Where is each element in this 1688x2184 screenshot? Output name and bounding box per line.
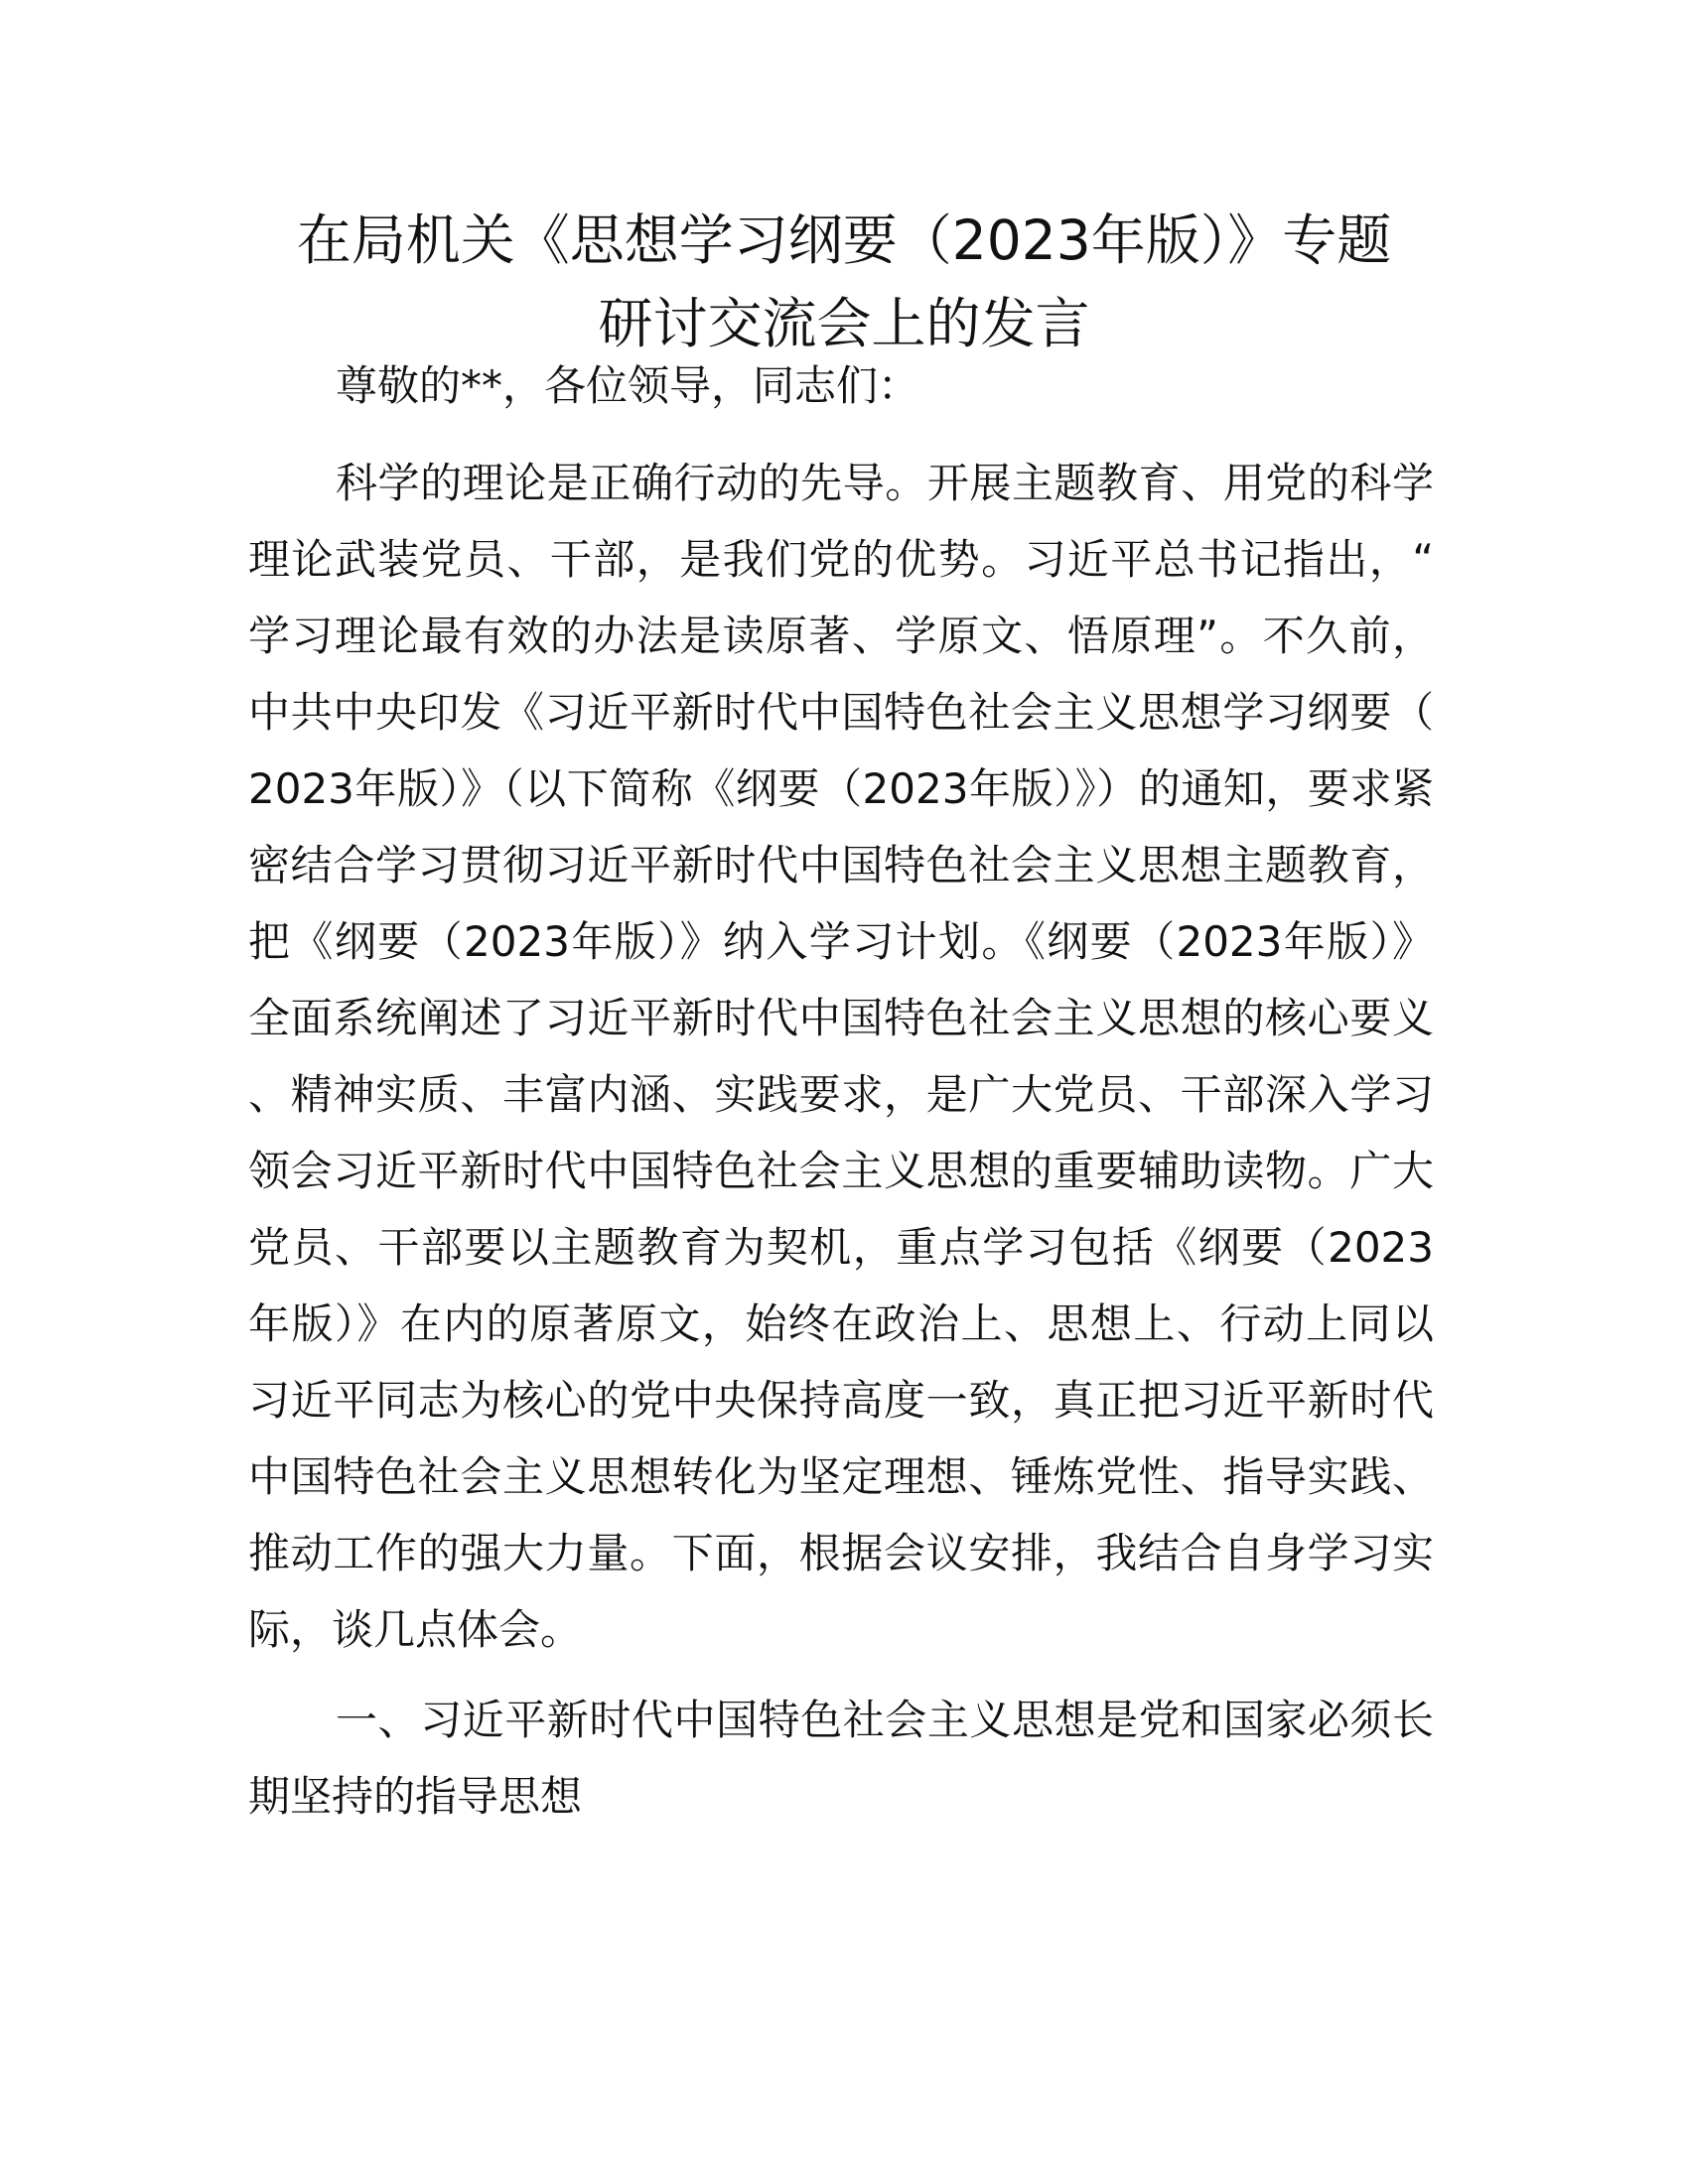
section-heading: 一、习近平新时代中国特色社会主义思想是党和国家必须长期坚持的指导思想 [248, 1696, 1434, 1821]
title-line-2: 研讨交流会上的发言 [598, 292, 1090, 355]
title-line-1: 在局机关《思想学习纲要（2023年版）》专题 [296, 208, 1392, 272]
document-body [248, 347, 1434, 1848]
document-title [228, 199, 1460, 365]
salutation: 尊敬的**，各位领导，同志们： [336, 361, 920, 410]
body-paragraph: 科学的理论是正确行动的先导。开展主题教育、用党的科学理论武装党员、干部，是我们党的优势。习近平总书记指出，“学习理论最有效的办法是读原著、学原文、悟原理”。不久前，中共中央印发《习近平新时代中国特色社会主义思想学习纲要（2023年版）》（以下简称《纲要（2023年版）》）的通知，要求紧密结合学习贯彻习近平新时代中国特色社会主义思想主题教育，把《纲要（2023年版）》纳入学习计划。《纲要（2023年版）》全面系统阐述了习近平新时代中国特色社会主义思想的核心要义、精神实质、丰富内涵、实践要求，是广大党员、干部深入学习领会习近平新时代中国特色社会主义思想的重要辅助读物。广大党员、干部要以主题教育为契机，重点学习包括《纲要（2023年版）》在内的原著原文，始终在政治上、思想上、行动上同以习近平同志为核心的党中央保持高度一致，真正把习近平新时代中国特色社会主义思想转化为坚定理想、锤炼党性、指导实践、推动工作的强大力量。下面，根据会议安排，我结合自身学习实际，谈几点体会。 [248, 459, 1434, 1654]
